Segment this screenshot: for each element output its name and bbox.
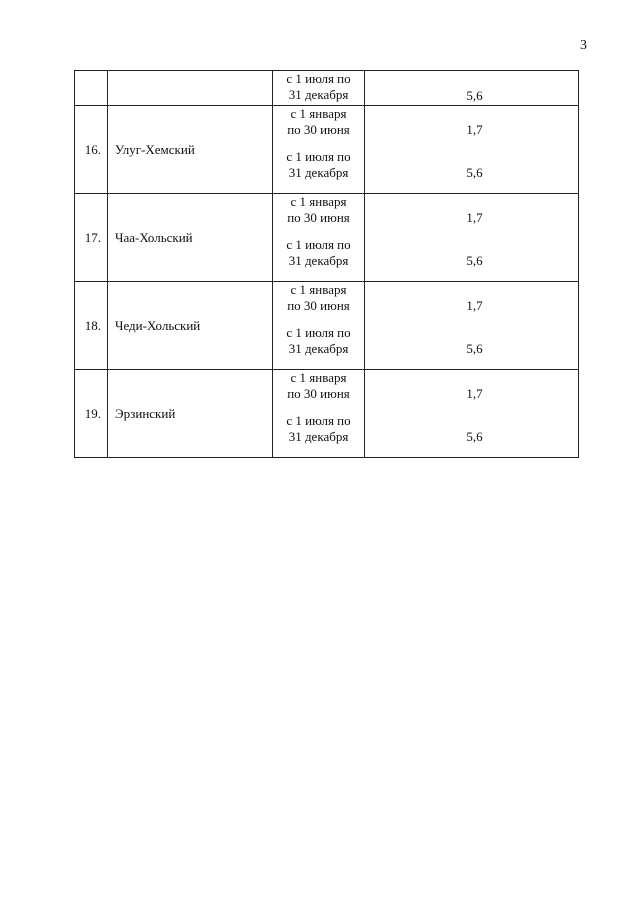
rate-value: 5,6 bbox=[466, 88, 483, 103]
period-line: по 30 июня bbox=[287, 210, 350, 225]
rate-value: 1,7 bbox=[466, 386, 483, 401]
value-cell bbox=[365, 106, 579, 194]
period-line: с 1 июля по bbox=[286, 237, 351, 252]
value-cell bbox=[365, 370, 579, 458]
period-line: с 1 июля по bbox=[286, 325, 351, 340]
row-number-cell: 19. bbox=[75, 370, 108, 458]
district-name-cell: Улуг-Хемский bbox=[108, 106, 273, 194]
period-cell bbox=[273, 370, 365, 458]
rate-value: 1,7 bbox=[466, 210, 483, 225]
period-line: с 1 января bbox=[290, 194, 347, 209]
district-name-cell: Чаа-Хольский bbox=[108, 194, 273, 282]
period-line: с 1 июля по bbox=[286, 149, 351, 164]
period-line: с 1 января bbox=[290, 370, 347, 385]
table-row bbox=[75, 194, 579, 282]
period-cell bbox=[273, 282, 365, 370]
table-row bbox=[75, 370, 579, 458]
period-line: 31 декабря bbox=[288, 87, 349, 102]
row-number-cell: 18. bbox=[75, 282, 108, 370]
period-line: по 30 июня bbox=[287, 298, 350, 313]
period-line: с 1 июля по bbox=[286, 71, 351, 86]
rate-value: 5,6 bbox=[466, 165, 483, 180]
period-cell bbox=[273, 106, 365, 194]
period-line: с 1 января bbox=[290, 282, 347, 297]
table-row bbox=[75, 106, 579, 194]
district-name-cell: Эрзинский bbox=[108, 370, 273, 458]
rate-value: 5,6 bbox=[466, 429, 483, 444]
period-cell bbox=[273, 194, 365, 282]
period-line: с 1 июля по bbox=[286, 413, 351, 428]
row-number-cell: 16. bbox=[75, 106, 108, 194]
period-line: 31 декабря bbox=[288, 165, 349, 180]
rate-value: 1,7 bbox=[466, 122, 483, 137]
period-line: по 30 июня bbox=[287, 386, 350, 401]
period-line: с 1 января bbox=[290, 106, 347, 121]
period-line: 31 декабря bbox=[288, 253, 349, 268]
period-line: 31 декабря bbox=[288, 429, 349, 444]
district-name-cell: Чеди-Хольский bbox=[108, 282, 273, 370]
table-row bbox=[75, 282, 579, 370]
period-cell bbox=[273, 71, 365, 106]
value-cell bbox=[365, 194, 579, 282]
row-number-cell bbox=[75, 71, 108, 106]
value-cell bbox=[365, 282, 579, 370]
rate-value: 5,6 bbox=[466, 341, 483, 356]
page-number: 3 bbox=[580, 38, 587, 53]
rate-value: 1,7 bbox=[466, 298, 483, 313]
period-line: 31 декабря bbox=[288, 341, 349, 356]
district-name-cell bbox=[108, 71, 273, 106]
table-row-continuation bbox=[75, 71, 579, 106]
rate-value: 5,6 bbox=[466, 253, 483, 268]
value-cell bbox=[365, 71, 579, 106]
period-line: по 30 июня bbox=[287, 122, 350, 137]
rates-table bbox=[74, 70, 579, 458]
row-number-cell: 17. bbox=[75, 194, 108, 282]
